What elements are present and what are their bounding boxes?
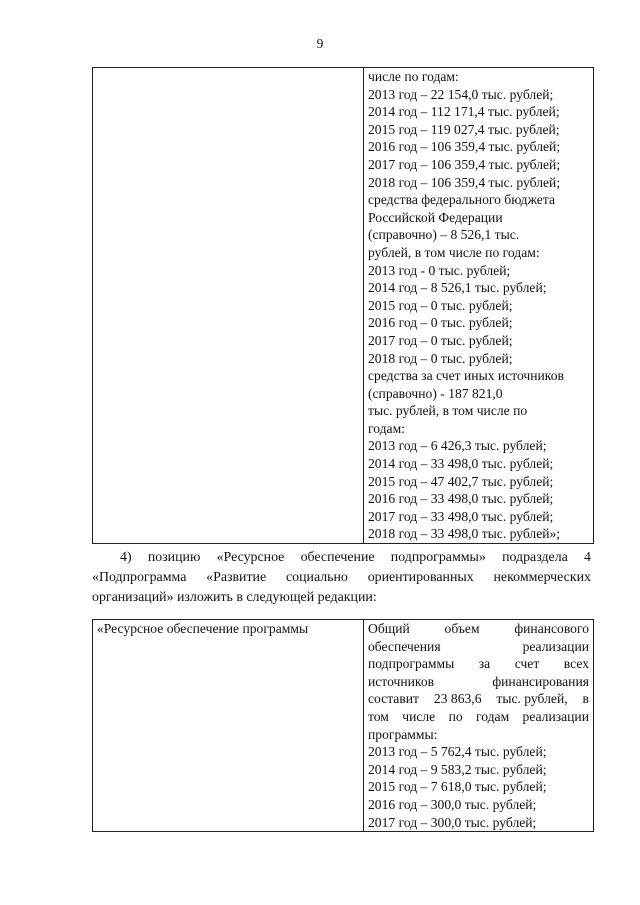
funding-line: средства за счет иных источников [368, 368, 564, 384]
funding-line: 2017 год – 300,0 тыс. рублей; [368, 814, 537, 830]
word: «Подпрограмма [92, 570, 187, 585]
funding-summary-line [368, 638, 589, 656]
table-cell-left [93, 620, 364, 832]
funding-line: 2016 год – 106 359,4 тыс. рублей; [368, 139, 561, 155]
funding-line: Российской Федерации [368, 209, 503, 225]
funding-table-continued [92, 67, 594, 544]
word: по [448, 708, 463, 724]
funding-line: 2017 год – 106 359,4 тыс. рублей; [368, 156, 561, 172]
funding-line: 2017 год – 0 тыс. рублей; [368, 332, 513, 348]
funding-line: 2014 год – 8 526,1 тыс. рублей; [368, 280, 547, 296]
paragraph-line [92, 548, 591, 568]
funding-line: 2017 год – 33 498,0 тыс. рублей; [368, 508, 554, 524]
funding-summary-line [368, 708, 589, 726]
word: позицию [147, 550, 201, 565]
word: тыс. рублей, [496, 691, 568, 707]
funding-lines [368, 726, 589, 832]
word: финансового [514, 621, 589, 636]
word: годам [475, 708, 510, 724]
word: составит [368, 691, 419, 707]
word: всех [563, 656, 589, 672]
funding-line: 2013 год - 0 тыс. рублей; [368, 262, 511, 278]
word: ориентированных [367, 570, 474, 585]
word: обеспечение [300, 550, 375, 565]
word: «Ресурсное [216, 550, 285, 565]
funding-summary-line [368, 690, 589, 708]
word: за [478, 656, 491, 672]
table-row [93, 68, 594, 544]
funding-line: 2016 год – 33 498,0 тыс. рублей; [368, 491, 554, 507]
word: некоммерческих [493, 570, 591, 585]
word: 4) [120, 550, 132, 565]
funding-line: 2014 год – 9 583,2 тыс. рублей; [368, 761, 547, 777]
table-cell-left [93, 68, 364, 544]
word: реализации [522, 708, 589, 724]
funding-line: рублей, в том числе по годам: [368, 244, 540, 260]
funding-line: 2016 год – 300,0 тыс. рублей; [368, 796, 537, 812]
amendment-paragraph [92, 548, 591, 608]
table-cell-right [364, 68, 594, 544]
word: в [582, 691, 589, 707]
funding-line: 2018 год – 0 тыс. рублей; [368, 350, 513, 366]
word: объем [444, 621, 480, 636]
word: 23 863,6 [433, 691, 482, 707]
word: числе [402, 708, 436, 724]
funding-line: 2014 год – 33 498,0 тыс. рублей; [368, 456, 554, 472]
funding-summary [368, 620, 589, 726]
funding-line: программы: [368, 726, 438, 742]
word: социально [285, 570, 348, 585]
funding-summary-line [368, 655, 589, 673]
funding-line: тыс. рублей, в том числе по [368, 403, 528, 419]
word: Общий [368, 621, 410, 636]
word: реализации [522, 638, 589, 654]
paragraph-line [92, 568, 591, 588]
funding-line: (справочно) – 8 526,1 тыс. [368, 227, 520, 243]
funding-line: 2013 год – 6 426,3 тыс. рублей; [368, 438, 547, 454]
paragraph-line: организаций» изложить в следующей редакции: [92, 590, 377, 605]
row-heading: «Ресурсное обеспечение программы [97, 621, 309, 636]
word: том [368, 708, 389, 724]
funding-line: 2013 год – 5 762,4 тыс. рублей; [368, 744, 547, 760]
word: подпрограммы [368, 656, 455, 672]
funding-line: 2018 год – 33 498,0 тыс. рублей»; [368, 526, 561, 542]
resource-provision-table [92, 619, 594, 832]
funding-summary-line [368, 620, 589, 638]
funding-line: 2016 год – 0 тыс. рублей; [368, 315, 513, 331]
word: финансирования [492, 673, 589, 689]
funding-line: 2015 год – 119 027,4 тыс. рублей; [368, 121, 560, 137]
table-row [93, 620, 594, 832]
funding-line: 2014 год – 112 171,4 тыс. рублей; [368, 104, 560, 120]
page-number: 9 [316, 36, 324, 51]
funding-line: 2015 год – 0 тыс. рублей; [368, 297, 513, 313]
table-cell-right [364, 620, 594, 832]
funding-line: 2015 год – 7 618,0 тыс. рублей; [368, 779, 547, 795]
word: «Развитие [206, 570, 267, 585]
word: 4 [584, 550, 591, 565]
word: счет [514, 656, 540, 672]
word: подраздела [502, 550, 568, 565]
funding-line: 2013 год – 22 154,0 тыс. рублей; [368, 86, 554, 102]
funding-line: 2018 год – 106 359,4 тыс. рублей; [368, 174, 561, 190]
word: подпрограммы» [390, 550, 486, 565]
funding-line: числе по годам: [368, 69, 459, 84]
funding-line: (справочно) - 187 821,0 [368, 385, 503, 401]
funding-line: годам: [368, 420, 405, 436]
funding-line: средства федерального бюджета [368, 192, 555, 208]
funding-lines [368, 68, 589, 543]
funding-line: 2015 год – 47 402,7 тыс. рублей; [368, 473, 554, 489]
funding-summary-line [368, 673, 589, 691]
word: обеспечения [368, 638, 441, 654]
word: источников [368, 673, 435, 689]
